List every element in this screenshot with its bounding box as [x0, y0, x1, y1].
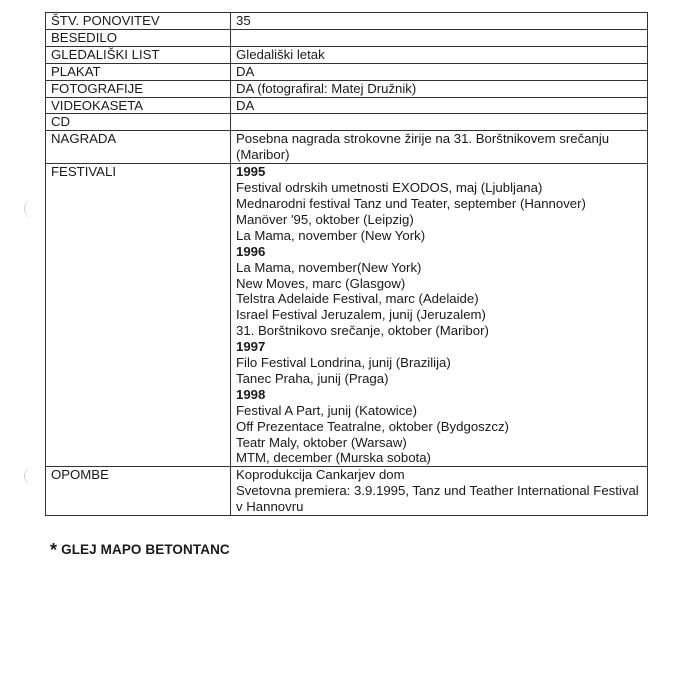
table-row: [46, 97, 648, 114]
row-label: FOTOGRAFIJE: [46, 80, 231, 97]
festival-item: Festival odrskih umetnosti EXODOS, maj (Ljubljana): [236, 180, 543, 196]
festival-item: La Mama, november(New York): [236, 259, 422, 275]
table-row-festivals: [46, 164, 648, 467]
table-row: [46, 131, 648, 164]
festival-item: Off Prezentace Teatralne, oktober (Bydgoszcz): [236, 418, 509, 434]
row-label: PLAKAT: [46, 63, 231, 80]
festival-item: Teatr Maly, oktober (Warsaw): [236, 434, 407, 450]
row-value: Gledališki letak: [231, 46, 648, 63]
row-value: DA (fotografiral: Matej Družnik): [231, 80, 648, 97]
row-label: VIDEOKASETA: [46, 97, 231, 114]
row-value: [231, 29, 648, 46]
table-row-notes: [46, 467, 648, 516]
festival-list: [231, 164, 648, 467]
festival-item: Festival A Part, junij (Katowice): [236, 402, 418, 418]
festival-year: 1995: [236, 164, 266, 180]
row-value: DA: [231, 97, 648, 114]
festival-item: Manöver '95, oktober (Leipzig): [236, 211, 414, 227]
table-row: [46, 80, 648, 97]
festival-item: La Mama, november (New York): [236, 227, 426, 243]
festival-item: Telstra Adelaide Festival, marc (Adelaide): [236, 291, 479, 307]
row-value: 35: [231, 13, 648, 30]
row-label: NAGRADA: [46, 131, 231, 164]
table-row: [46, 114, 648, 131]
row-label: BESEDILO: [46, 29, 231, 46]
festival-item: Tanec Praha, junij (Praga): [236, 370, 389, 386]
row-label: OPOMBE: [46, 467, 231, 516]
footnote: [50, 540, 230, 561]
festival-year: 1997: [236, 339, 266, 355]
row-label: GLEDALIŠKI LIST: [46, 46, 231, 63]
festival-item: Mednarodni festival Tanz und Teater, september (Hannover): [236, 195, 586, 211]
production-info-table: [45, 12, 648, 516]
row-value: [231, 114, 648, 131]
row-value: Posebna nagrada strokovne žirije na 31. Borštnikovem srečanju (Maribor): [231, 131, 648, 164]
table-row: [46, 29, 648, 46]
punch-hole-mark: [24, 200, 41, 218]
table-row: [46, 63, 648, 80]
row-label: CD: [46, 114, 231, 131]
festival-item: New Moves, marc (Glasgow): [236, 275, 406, 291]
footnote-text: GLEJ MAPO BETONTANC: [61, 542, 230, 557]
festival-year: 1998: [236, 386, 266, 402]
row-label: ŠTV. PONOVITEV: [46, 13, 231, 30]
note-line: Koprodukcija Cankarjev dom: [236, 467, 405, 483]
notes-list: [231, 467, 648, 516]
note-line: Svetovna premiera: 3.9.1995, Tanz und Teather International Festival v Hannovru: [236, 483, 639, 515]
festival-year: 1996: [236, 243, 266, 259]
table-row: [46, 46, 648, 63]
row-value: DA: [231, 63, 648, 80]
festival-item: Israel Festival Jeruzalem, junij (Jeruzalem): [236, 307, 486, 323]
asterisk-icon: *: [50, 540, 58, 560]
table-row: [46, 13, 648, 30]
punch-hole-mark: [24, 467, 41, 485]
row-label: FESTIVALI: [46, 164, 231, 467]
festival-item: Filo Festival Londrina, junij (Brazilija): [236, 355, 451, 371]
festival-item: 31. Borštnikovo srečanje, oktober (Maribor): [236, 323, 489, 339]
festival-item: MTM, december (Murska sobota): [236, 450, 431, 466]
